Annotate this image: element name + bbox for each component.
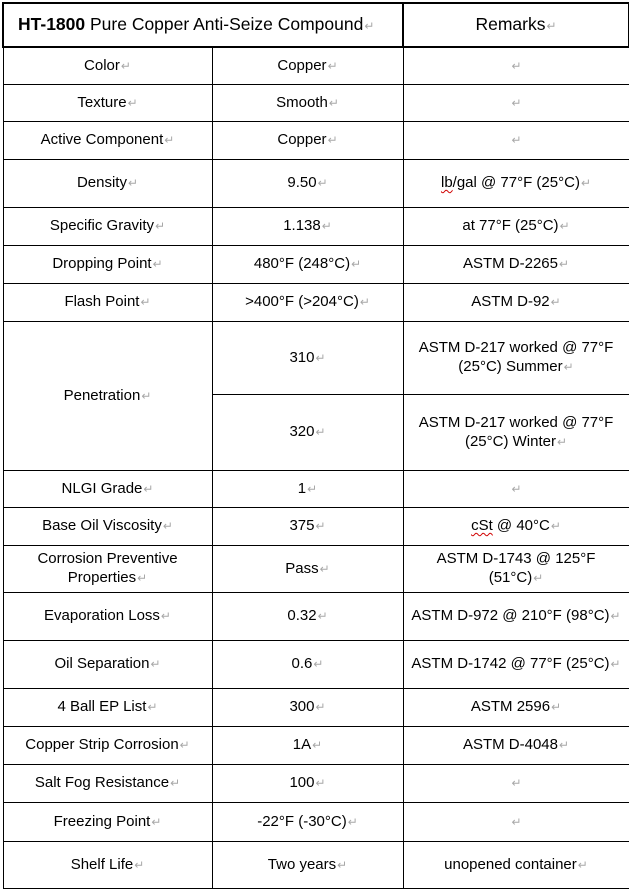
- paragraph-mark-icon: ↵: [141, 388, 152, 403]
- cell-text: 1.138: [283, 217, 321, 234]
- cell-text: ASTM D-1743 @ 125°F (51°C): [436, 550, 596, 586]
- cell-text: ASTM D-217 worked @ 77°F (25°C) Summer: [418, 339, 614, 375]
- paragraph-mark-icon: ↵: [337, 857, 348, 872]
- property-cell: [3, 121, 212, 159]
- table-title: [3, 3, 403, 47]
- remarks-cell: [403, 592, 629, 640]
- remarks-cell: [403, 470, 629, 507]
- paragraph-mark-icon: ↵: [550, 519, 561, 533]
- value-cell: [212, 841, 403, 888]
- table-row: [3, 545, 629, 592]
- cell-text: ASTM D-972 @ 210°F (98°C): [411, 607, 610, 624]
- paragraph-mark-icon: ↵: [164, 133, 175, 147]
- property-cell: [3, 802, 212, 841]
- paragraph-mark-icon: ↵: [317, 609, 328, 623]
- value-cell: [212, 283, 403, 321]
- remarks-cell: [403, 688, 629, 726]
- paragraph-mark-icon: ↵: [321, 219, 332, 233]
- paragraph-mark-icon: ↵: [533, 571, 544, 585]
- cell-text: 1A: [292, 736, 312, 753]
- table-row: [3, 507, 629, 545]
- property-cell: [3, 507, 212, 545]
- cell-text: ASTM D-4048: [462, 736, 558, 753]
- paragraph-mark-icon: ↵: [155, 219, 166, 233]
- spec-table-body: [3, 3, 629, 888]
- value-cell: [212, 207, 403, 245]
- paragraph-mark-icon: ↵: [347, 814, 358, 829]
- spellcheck-word: lb: [440, 174, 453, 191]
- table-row: [3, 841, 629, 888]
- cell-text: Shelf Life: [70, 855, 134, 873]
- value-cell: [212, 592, 403, 640]
- value-cell: [212, 47, 403, 84]
- paragraph-mark-icon: ↵: [152, 257, 163, 271]
- paragraph-mark-icon: ↵: [315, 519, 326, 533]
- cell-text: 0.6: [291, 655, 313, 672]
- table-row: [3, 640, 629, 688]
- cell-text: ASTM D-2265: [462, 255, 558, 272]
- value-cell: [212, 470, 403, 507]
- remarks-header: [403, 3, 629, 47]
- paragraph-mark-icon: ↵: [170, 776, 181, 790]
- paragraph-mark-icon: ↵: [610, 609, 621, 623]
- paragraph-mark-icon: ↵: [328, 95, 339, 110]
- paragraph-mark-icon: ↵: [511, 58, 522, 73]
- paragraph-mark-icon: ↵: [559, 219, 570, 233]
- cell-text: at 77°F (25°C): [462, 217, 559, 234]
- paragraph-mark-icon: ↵: [558, 738, 570, 752]
- cell-text: Color: [84, 56, 120, 74]
- cell-text: Smooth: [276, 93, 328, 111]
- paragraph-mark-icon: ↵: [551, 700, 562, 714]
- paragraph-mark-icon: ↵: [511, 133, 522, 147]
- table-row: [3, 592, 629, 640]
- remarks-cell: [403, 545, 629, 592]
- cell-text: Active Component: [40, 131, 164, 148]
- cell-text: 0.32: [287, 607, 317, 624]
- paragraph-mark-icon: ↵: [550, 295, 561, 309]
- paragraph-mark-icon: ↵: [120, 58, 131, 73]
- value-cell: [212, 394, 403, 470]
- table-row: [3, 84, 629, 121]
- paragraph-mark-icon: ↵: [313, 657, 324, 671]
- cell-text: Flash Point: [64, 293, 140, 310]
- remarks-cell: [403, 726, 629, 764]
- cell-text: 1: [297, 479, 307, 497]
- property-cell: [3, 470, 212, 507]
- paragraph-mark-icon: ↵: [511, 814, 522, 829]
- cell-text: Density: [76, 174, 127, 191]
- table-row: [3, 764, 629, 802]
- paragraph-mark-icon: ↵: [151, 814, 162, 829]
- paragraph-mark-icon: ↵: [137, 571, 148, 585]
- table-row: [3, 283, 629, 321]
- cell-text: Corrosion Preventive Properties: [37, 550, 178, 586]
- paragraph-mark-icon: ↵: [150, 657, 161, 671]
- table-row: [3, 802, 629, 841]
- property-cell: [3, 84, 212, 121]
- value-cell: [212, 507, 403, 545]
- property-cell: [3, 245, 212, 283]
- remarks-cell: [403, 802, 629, 841]
- paragraph-mark-icon: ↵: [511, 776, 522, 790]
- remarks-cell: [403, 121, 629, 159]
- cell-text: Copper: [277, 131, 327, 148]
- paragraph-mark-icon: ↵: [351, 257, 362, 271]
- cell-text: ASTM D-92: [471, 293, 550, 310]
- cell-text: 320: [289, 423, 315, 440]
- property-cell: [3, 726, 212, 764]
- paragraph-mark-icon: ↵: [558, 257, 570, 271]
- header-row: [3, 3, 629, 47]
- remarks-header-text: Remarks: [475, 13, 546, 34]
- property-cell: [3, 640, 212, 688]
- property-cell: [3, 764, 212, 802]
- paragraph-mark-icon: ↵: [556, 434, 568, 449]
- paragraph-mark-icon: ↵: [563, 360, 574, 374]
- cell-text: 300: [289, 698, 315, 715]
- spec-table: [2, 2, 629, 889]
- cell-text: @ 40°C: [492, 517, 550, 534]
- value-cell: [212, 764, 403, 802]
- cell-text: ASTM D-217 worked @ 77°F (25°C) Winter: [418, 413, 614, 450]
- cell-text: Pass: [285, 559, 319, 577]
- paragraph-mark-icon: ↵: [179, 738, 190, 752]
- cell-text: -22°F (-30°C): [257, 812, 347, 830]
- remarks-cell: [403, 84, 629, 121]
- paragraph-mark-icon: ↵: [511, 481, 522, 496]
- cell-text: Texture: [77, 93, 127, 111]
- paragraph-mark-icon: ↵: [134, 857, 145, 872]
- table-row: [3, 245, 629, 283]
- cell-text: 480°F (248°C): [253, 255, 351, 272]
- table-row: [3, 159, 629, 207]
- paragraph-mark-icon: ↵: [315, 776, 326, 790]
- paragraph-mark-icon: ↵: [143, 481, 154, 496]
- remarks-cell: [403, 394, 629, 470]
- cell-text: unopened container: [444, 855, 577, 873]
- remarks-cell: [403, 245, 629, 283]
- paragraph-mark-icon: ↵: [610, 657, 621, 671]
- paragraph-mark-icon: ↵: [546, 18, 557, 33]
- cell-text: >400°F (>204°C): [245, 293, 359, 310]
- remarks-cell: [403, 764, 629, 802]
- cell-text: /gal @ 77°F (25°C): [452, 174, 580, 191]
- paragraph-mark-icon: ↵: [147, 700, 158, 714]
- cell-text: Penetration: [63, 386, 141, 404]
- property-cell: [3, 688, 212, 726]
- paragraph-mark-icon: ↵: [307, 481, 318, 496]
- cell-text: Freezing Point: [53, 812, 151, 830]
- paragraph-mark-icon: ↵: [127, 176, 139, 190]
- paragraph-mark-icon: ↵: [162, 519, 173, 533]
- paragraph-mark-icon: ↵: [327, 133, 338, 147]
- paragraph-mark-icon: ↵: [511, 95, 522, 110]
- paragraph-mark-icon: ↵: [317, 176, 328, 190]
- value-cell: [212, 688, 403, 726]
- remarks-cell: [403, 321, 629, 394]
- remarks-cell: [403, 841, 629, 888]
- property-cell: [3, 207, 212, 245]
- remarks-cell: [403, 159, 629, 207]
- value-cell: [212, 121, 403, 159]
- property-cell: [3, 592, 212, 640]
- value-cell: [212, 802, 403, 841]
- table-row: [3, 321, 629, 394]
- cell-text: Copper: [277, 56, 327, 74]
- table-row: [3, 726, 629, 764]
- paragraph-mark-icon: ↵: [577, 857, 588, 872]
- property-cell: [3, 159, 212, 207]
- property-cell: [3, 841, 212, 888]
- cell-text: Specific Gravity: [49, 217, 155, 234]
- property-cell: [3, 47, 212, 84]
- cell-text: 4 Ball EP List: [57, 698, 147, 715]
- cell-text: Copper Strip Corrosion: [25, 736, 179, 753]
- cell-text: Two years: [267, 855, 337, 873]
- remarks-cell: [403, 507, 629, 545]
- paragraph-mark-icon: ↵: [315, 350, 326, 365]
- table-row: [3, 470, 629, 507]
- cell-text: Salt Fog Resistance: [34, 774, 170, 791]
- property-cell: [3, 545, 212, 592]
- title-text: Pure Copper Anti-Seize Compound: [85, 13, 364, 34]
- paragraph-mark-icon: ↵: [359, 295, 370, 309]
- cell-text: Base Oil Viscosity: [42, 517, 162, 534]
- cell-text: 9.50: [287, 174, 317, 191]
- cell-text: ASTM 2596: [470, 698, 551, 715]
- remarks-cell: [403, 640, 629, 688]
- table-row: [3, 47, 629, 84]
- cell-text: Dropping Point: [52, 255, 152, 272]
- table-row: [3, 688, 629, 726]
- remarks-cell: [403, 283, 629, 321]
- remarks-cell: [403, 47, 629, 84]
- cell-text: NLGI Grade: [61, 479, 143, 497]
- value-cell: [212, 640, 403, 688]
- paragraph-mark-icon: ↵: [315, 425, 326, 439]
- paragraph-mark-icon: ↵: [127, 95, 138, 110]
- cell-text: Oil Separation: [54, 655, 150, 672]
- paragraph-mark-icon: ↵: [327, 58, 338, 73]
- cell-text: Evaporation Loss: [44, 607, 160, 624]
- table-row: [3, 121, 629, 159]
- cell-text: 375: [289, 517, 315, 534]
- value-cell: [212, 245, 403, 283]
- value-cell: [212, 159, 403, 207]
- value-cell: [212, 726, 403, 764]
- cell-text: 310: [289, 348, 315, 366]
- property-cell: [3, 283, 212, 321]
- paragraph-mark-icon: ↵: [315, 700, 326, 714]
- paragraph-mark-icon: ↵: [160, 609, 171, 623]
- spellcheck-word: cSt: [471, 517, 493, 534]
- paragraph-mark-icon: ↵: [319, 561, 330, 576]
- remarks-cell: [403, 207, 629, 245]
- cell-text: ASTM D-1742 @ 77°F (25°C): [411, 655, 610, 672]
- value-cell: [212, 321, 403, 394]
- value-cell: [212, 84, 403, 121]
- paragraph-mark-icon: ↵: [580, 176, 591, 190]
- paragraph-mark-icon: ↵: [364, 18, 375, 33]
- value-cell: [212, 545, 403, 592]
- property-cell: [3, 321, 212, 470]
- cell-text: 100: [289, 774, 315, 791]
- table-row: [3, 207, 629, 245]
- paragraph-mark-icon: ↵: [312, 738, 323, 752]
- paragraph-mark-icon: ↵: [140, 295, 151, 309]
- title-model: HT-1800: [18, 13, 86, 34]
